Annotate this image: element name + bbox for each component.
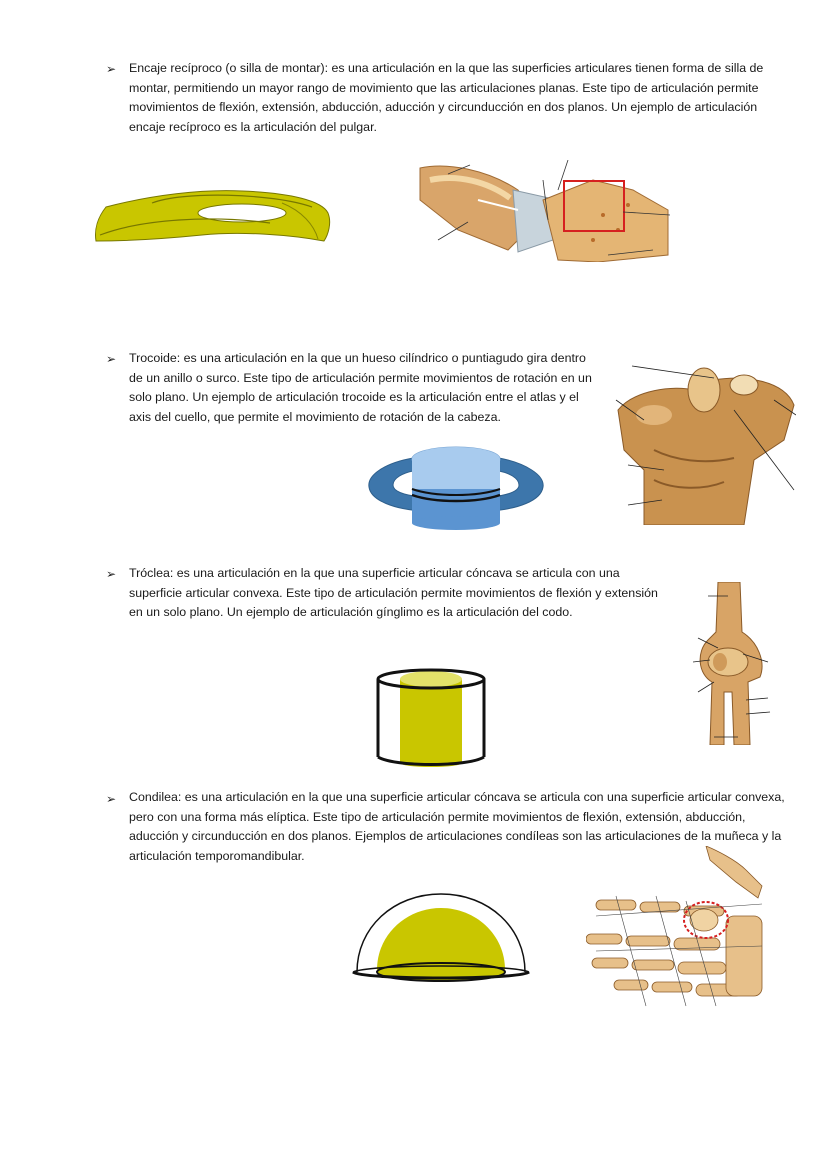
paragraph-trocoide: Trocoide: es una articulación en la que un hueso cilíndrico o puntiagudo gira dentro de un anillo o surco. Este tipo de articulación permite movimientos de rotación en un solo plano. Un ejemplo de articulación trocoide es la articulación entre el atlas y el axis del cuello, que permite el movimiento de rotación de la cabeza. [129,351,592,424]
condylar-joint-diagram [351,890,531,988]
bullet-icon: ➢ [106,567,117,581]
saddle-joint-diagram [92,185,334,247]
paragraph-condilea: Condilea: es una articulación en la que una superficie articular cóncava se articula con una superficie articular convexa, pero con una forma más elíptica. Este tipo de articulación permite movimientos de flexión, extensión, abducción, aducción y circunducción en dos planos. Ejemplos de articulaciones condíleas son las articulaciones de la muñeca y la articulación temporomandibular. [129,790,785,863]
bullet-icon: ➢ [106,352,117,366]
paragraph-troclea: Tróclea: es una articulación en la que una superficie articular cóncava se articula con una superficie articular convexa. Este tipo de articulación permite movimientos de flexión y extensión en un solo plano. Un ejemplo de articulación gínglimo es la articulación del codo. [129,566,658,619]
bullet-icon: ➢ [106,792,117,806]
hinge-joint-diagram [374,667,488,769]
hinge-joint-anatomy-image [688,582,773,745]
saddle-joint-anatomy-image [418,160,673,262]
pivot-joint-anatomy-image [614,360,796,525]
condylar-joint-anatomy-image [586,846,766,1011]
pivot-joint-diagram [365,445,547,530]
paragraph-encaje-reciproco: Encaje recíproco (o silla de montar): es una articulación en la que las superficies articulares tienen forma de silla de montar, permitiendo un mayor rango de movimiento que las articulaciones planas. Este tipo de articulación permite movimientos de flexión, extensión, abducción, aducción y circunducción en dos planos. Un ejemplo de articulación encaje recíproco es la articulación del pulgar. [129,61,764,134]
bullet-icon: ➢ [106,62,117,76]
